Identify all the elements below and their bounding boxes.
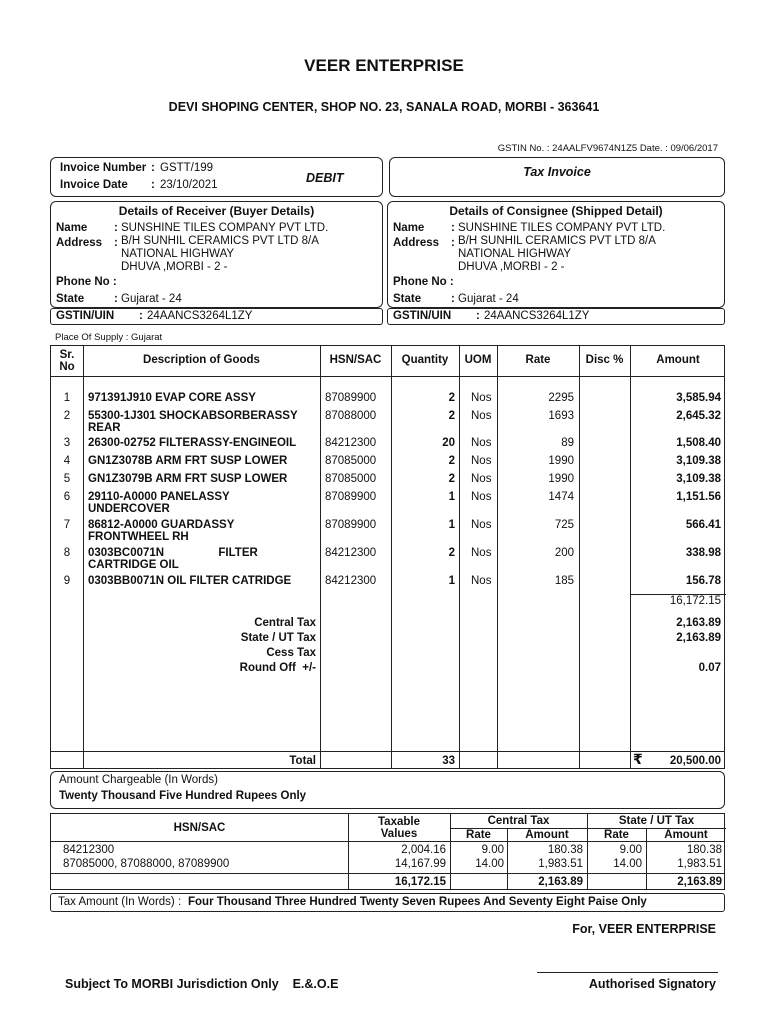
receiver-phone-label: Phone No : xyxy=(56,276,117,288)
hsn-total-state: 2,163.89 xyxy=(677,876,722,888)
tax-in-words-box xyxy=(50,893,725,912)
receiver-address-line: NATIONAL HIGHWAY xyxy=(121,248,235,260)
hsn-state-amount: 180.38 xyxy=(686,844,722,856)
item-amount: 3,109.38 xyxy=(676,455,721,467)
consignee-address-line: B/H SUNHIL CERAMICS PVT LTD 8/A xyxy=(458,235,656,247)
amount-in-words-label: Amount Chargeable (In Words) xyxy=(59,774,218,786)
hsn-state-rate: 14.00 xyxy=(613,858,642,870)
item-uom: Nos xyxy=(471,575,492,587)
item-hsn: 87085000 xyxy=(325,455,377,467)
hsn-col-header: HSN/SAC xyxy=(173,822,226,834)
item-description: 86812-A0000 GUARDASSY xyxy=(88,519,235,531)
col-header-sr-line1: Sr. xyxy=(59,349,75,361)
amount-in-words: Twenty Thousand Five Hundred Rupees Only xyxy=(59,790,307,802)
items-table xyxy=(50,345,725,769)
item-amount: 2,645.32 xyxy=(676,410,721,422)
consignee-name-label: Name xyxy=(393,222,425,234)
receiver-heading: Details of Receiver (Buyer Details) xyxy=(118,204,315,218)
consignee-gstin-label: GSTIN/UIN xyxy=(393,310,452,322)
item-amount: 156.78 xyxy=(685,575,721,587)
item-quantity: 2 xyxy=(448,410,455,422)
item-rate: 200 xyxy=(554,547,574,559)
item-rate: 185 xyxy=(554,575,574,587)
item-hsn: 84212300 xyxy=(325,575,377,587)
hsn-state-amount: 1,983.51 xyxy=(677,858,722,870)
tax-in-words-label: Tax Amount (In Words) : xyxy=(58,896,182,908)
hsn-summary-table xyxy=(50,813,725,890)
item-description-cont: FRONTWHEEL RH xyxy=(88,531,189,543)
item-uom: Nos xyxy=(471,547,492,559)
item-amount: 1,151.56 xyxy=(676,491,721,503)
item-description-cont: REAR xyxy=(88,422,121,434)
consignee-address-label: Address xyxy=(393,237,440,249)
for-company: For, VEER ENTERPRISE xyxy=(572,922,716,936)
item-quantity: 2 xyxy=(448,455,455,467)
item-description: 0303BB0071N OIL FILTER CATRIDGE xyxy=(88,575,292,587)
subtotal: 16,172.15 xyxy=(669,595,721,607)
item-rate: 1693 xyxy=(548,410,574,422)
item-sr: 2 xyxy=(63,410,71,422)
consignee-address-line: NATIONAL HIGHWAY xyxy=(458,248,572,260)
invoice-date: 23/10/2021 xyxy=(160,179,218,191)
item-sr: 1 xyxy=(63,392,71,404)
item-hsn: 87089900 xyxy=(325,392,377,404)
separator: : xyxy=(151,179,155,191)
item-amount: 3,585.94 xyxy=(676,392,721,404)
item-description: 971391J910 EVAP CORE ASSY xyxy=(88,392,256,404)
separator: : xyxy=(151,162,155,174)
hsn-total-central: 2,163.89 xyxy=(538,876,583,888)
central-amount-header: Amount xyxy=(525,829,569,841)
state-tax-header: State / UT Tax xyxy=(618,815,695,827)
receiver-state: Gujarat - 24 xyxy=(121,293,182,305)
receiver-box xyxy=(50,201,383,308)
item-uom: Nos xyxy=(471,519,492,531)
item-amount: 3,109.38 xyxy=(676,473,721,485)
item-sr: 3 xyxy=(63,437,71,449)
receiver-gstin: 24AANCS3264L1ZY xyxy=(147,310,253,322)
hsn-central-amount: 180.38 xyxy=(547,844,583,856)
tax-amount-state: 2,163.89 xyxy=(676,632,721,644)
separator: : xyxy=(114,222,118,234)
item-hsn: 87088000 xyxy=(325,410,377,422)
receiver-address-line: DHUVA ,MORBI - 2 - xyxy=(121,261,228,273)
amount-in-words-box xyxy=(50,771,725,809)
taxable-col-header xyxy=(348,816,450,840)
tax-amount-central: 2,163.89 xyxy=(676,617,721,629)
signature-line xyxy=(537,972,718,973)
round-off-amount: 0.07 xyxy=(698,662,721,674)
item-sr: 8 xyxy=(63,547,71,559)
item-quantity: 1 xyxy=(448,491,455,503)
item-uom: Nos xyxy=(471,392,492,404)
taxable-header-line2: Values xyxy=(380,828,418,840)
item-hsn: 87085000 xyxy=(325,473,377,485)
item-rate: 89 xyxy=(561,437,574,449)
hsn-total-taxable: 16,172.15 xyxy=(394,876,446,888)
item-hsn: 87089900 xyxy=(325,519,377,531)
hsn-state-rate: 9.00 xyxy=(619,844,642,856)
total-label: Total xyxy=(289,755,316,767)
invoice-number: GSTT/199 xyxy=(160,162,214,174)
separator: : xyxy=(139,310,143,322)
hsn-central-rate: 14.00 xyxy=(475,858,504,870)
item-description-cont: UNDERCOVER xyxy=(88,503,170,515)
round-off-label: Round Off +/- xyxy=(239,662,316,674)
col-header-sr-line2: No xyxy=(59,361,75,373)
total-quantity: 33 xyxy=(442,755,455,767)
receiver-name-label: Name xyxy=(56,222,88,234)
separator: : xyxy=(476,310,480,322)
separator: : xyxy=(451,237,455,249)
col-header-description: Description of Goods xyxy=(143,354,260,366)
item-description: 0303BC0071N FILTER xyxy=(88,547,258,559)
item-sr: 7 xyxy=(63,519,71,531)
central-tax-header: Central Tax xyxy=(487,815,550,827)
consignee-phone-label: Phone No : xyxy=(393,276,454,288)
invoice-type-box xyxy=(389,157,725,197)
item-amount: 566.41 xyxy=(685,519,721,531)
place-of-supply: Place Of Supply : Gujarat xyxy=(55,332,163,343)
invoice-date-label: Invoice Date xyxy=(60,179,128,191)
separator: : xyxy=(451,222,455,234)
item-description: GN1Z3078B ARM FRT SUSP LOWER xyxy=(88,455,288,467)
item-sr: 4 xyxy=(63,455,71,467)
item-description: 29110-A0000 PANELASSY xyxy=(88,491,230,503)
item-description: GN1Z3079B ARM FRT SUSP LOWER xyxy=(88,473,288,485)
receiver-name: SUNSHINE TILES COMPANY PVT LTD. xyxy=(121,222,329,234)
col-header-hsn: HSN/SAC xyxy=(329,354,382,366)
item-amount: 1,508.40 xyxy=(676,437,721,449)
consignee-address-line: DHUVA ,MORBI - 2 - xyxy=(458,261,565,273)
col-header-rate: Rate xyxy=(525,354,551,366)
central-rate-header: Rate xyxy=(466,829,491,841)
receiver-state-label: State xyxy=(56,293,85,305)
col-header-disc: Disc % xyxy=(585,354,624,366)
item-quantity: 20 xyxy=(442,437,455,449)
item-rate: 1990 xyxy=(548,455,574,467)
company-name: VEER ENTERPRISE xyxy=(304,56,464,75)
tax-in-words: Four Thousand Three Hundred Twenty Seven Rupees And Seventy Eight Paise Only xyxy=(188,896,647,908)
hsn-code: 84212300 xyxy=(63,844,115,856)
receiver-address-line: B/H SUNHIL CERAMICS PVT LTD 8/A xyxy=(121,235,319,247)
item-hsn: 84212300 xyxy=(325,547,377,559)
receiver-gstin-box xyxy=(50,308,383,325)
receiver-address-label: Address xyxy=(56,237,103,249)
item-rate: 1474 xyxy=(548,491,574,503)
item-sr: 6 xyxy=(63,491,71,503)
item-sr: 5 xyxy=(63,473,71,485)
receiver-gstin-label: GSTIN/UIN xyxy=(56,310,115,322)
item-quantity: 2 xyxy=(448,392,455,404)
col-header-uom: UOM xyxy=(464,354,492,366)
item-amount: 338.98 xyxy=(685,547,721,559)
gstin-date-line: GSTIN No. : 24AALFV9674N1Z5 Date. : 09/06/2017 xyxy=(497,143,718,154)
consignee-box xyxy=(387,201,725,308)
consignee-heading: Details of Consignee (Shipped Detail) xyxy=(449,204,663,218)
item-quantity: 2 xyxy=(448,547,455,559)
state-rate-header: Rate xyxy=(604,829,629,841)
invoice-number-label: Invoice Number xyxy=(60,162,147,174)
item-uom: Nos xyxy=(471,491,492,503)
invoice-mode: DEBIT xyxy=(306,171,344,185)
item-uom: Nos xyxy=(471,473,492,485)
separator: : xyxy=(114,237,118,249)
item-rate: 725 xyxy=(554,519,574,531)
item-description: 26300-02752 FILTERASSY-ENGINEOIL xyxy=(88,437,297,449)
consignee-gstin-box xyxy=(387,308,725,325)
item-uom: Nos xyxy=(471,437,492,449)
grand-total: 20,500.00 xyxy=(669,755,721,767)
hsn-code: 87085000, 87088000, 87089900 xyxy=(63,858,230,870)
invoice-type: Tax Invoice xyxy=(523,165,591,179)
consignee-name: SUNSHINE TILES COMPANY PVT LTD. xyxy=(458,222,666,234)
separator: : xyxy=(451,293,455,305)
consignee-gstin: 24AANCS3264L1ZY xyxy=(484,310,590,322)
col-header-sr xyxy=(51,349,83,373)
item-rate: 2295 xyxy=(548,392,574,404)
item-quantity: 1 xyxy=(448,575,455,587)
tax-label-central: Central Tax xyxy=(254,617,316,629)
state-amount-header: Amount xyxy=(664,829,708,841)
tax-label-state: State / UT Tax xyxy=(240,632,316,644)
rupee-icon: ₹ xyxy=(633,751,643,767)
taxable-header-line1: Taxable xyxy=(378,816,420,828)
item-uom: Nos xyxy=(471,455,492,467)
hsn-taxable: 2,004.16 xyxy=(401,844,446,856)
item-quantity: 1 xyxy=(448,519,455,531)
separator: : xyxy=(114,293,118,305)
item-uom: Nos xyxy=(471,410,492,422)
item-hsn: 87089900 xyxy=(325,491,377,503)
hsn-central-amount: 1,983.51 xyxy=(538,858,583,870)
item-description: 55300-1J301 SHOCKABSORBERASSY xyxy=(88,410,298,422)
consignee-state-label: State xyxy=(393,293,422,305)
item-sr: 9 xyxy=(63,575,71,587)
item-description-cont: CARTRIDGE OIL xyxy=(88,559,179,571)
col-header-amount: Amount xyxy=(656,354,700,366)
consignee-state: Gujarat - 24 xyxy=(458,293,519,305)
tax-label-cess: Cess Tax xyxy=(266,647,316,659)
item-hsn: 84212300 xyxy=(325,437,377,449)
hsn-taxable: 14,167.99 xyxy=(394,858,446,870)
jurisdiction-note: Subject To MORBI Jurisdiction Only E.&.O.E xyxy=(65,977,339,991)
authorised-signatory: Authorised Signatory xyxy=(588,977,716,991)
item-quantity: 2 xyxy=(448,473,455,485)
company-address: DEVI SHOPING CENTER, SHOP NO. 23, SANALA ROAD, MORBI - 363641 xyxy=(168,100,600,114)
invoice-info-box xyxy=(50,157,383,197)
hsn-central-rate: 9.00 xyxy=(481,844,504,856)
item-rate: 1990 xyxy=(548,473,574,485)
col-header-quantity: Quantity xyxy=(401,354,449,366)
